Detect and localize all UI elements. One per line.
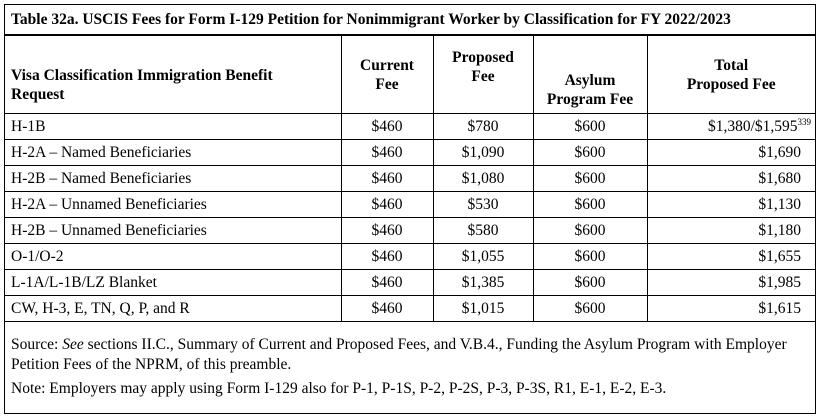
cell-current-fee: $460 <box>341 218 433 244</box>
cell-asylum-fee: $600 <box>533 270 647 296</box>
table-row <box>5 270 815 296</box>
cell-asylum-fee: $600 <box>533 166 647 192</box>
cell-current-fee: $460 <box>341 140 433 166</box>
cell-proposed-fee: $1,385 <box>433 270 533 296</box>
cell-proposed-fee: $1,015 <box>433 296 533 322</box>
cell-classification: H-2B – Unnamed Beneficiaries <box>5 218 341 244</box>
cell-asylum-fee: $600 <box>533 192 647 218</box>
cell-total-fee: $1,985 <box>647 270 815 296</box>
cell-total-fee: $1,690 <box>647 140 815 166</box>
cell-total-fee: $1,655 <box>647 244 815 270</box>
cell-asylum-fee: $600 <box>533 140 647 166</box>
header-proposed-fee: Proposed Fee <box>433 36 533 114</box>
cell-current-fee: $460 <box>341 166 433 192</box>
cell-proposed-fee: $1,055 <box>433 244 533 270</box>
cell-asylum-fee: $600 <box>533 296 647 322</box>
cell-classification: CW, H-3, E, TN, Q, P, and R <box>5 296 341 322</box>
cell-current-fee: $460 <box>341 192 433 218</box>
cell-total-fee: $1,615 <box>647 296 815 322</box>
fee-table-frame <box>4 4 816 414</box>
footnote-ref: 339 <box>797 116 811 127</box>
table-row <box>5 192 815 218</box>
cell-classification: H-2A – Unnamed Beneficiaries <box>5 192 341 218</box>
source-note: Source: See sections II.C., Summary of Current and Proposed Fees, and V.B.4., Funding the Asylum Program with Employer Petition Fees of the NPRM, of this preamble. <box>11 336 787 373</box>
header-row <box>5 36 815 114</box>
cell-current-fee: $460 <box>341 114 433 140</box>
see-reference: See <box>62 336 84 353</box>
cell-asylum-fee: $600 <box>533 114 647 140</box>
header-asylum-fee: Asylum Program Fee <box>533 36 647 114</box>
total-value: $1,380/$1,595 <box>707 117 798 135</box>
cell-proposed-fee: $780 <box>433 114 533 140</box>
cell-current-fee: $460 <box>341 296 433 322</box>
header-request: Visa Classification Immigration Benefit Request <box>5 36 341 114</box>
cell-classification: O-1/O-2 <box>5 244 341 270</box>
cell-total-fee: $1,180 <box>647 218 815 244</box>
table-row <box>5 218 815 244</box>
cell-current-fee: $460 <box>341 244 433 270</box>
cell-current-fee: $460 <box>341 270 433 296</box>
table-row <box>5 244 815 270</box>
cell-proposed-fee: $580 <box>433 218 533 244</box>
fee-table <box>5 35 815 322</box>
cell-total-fee <box>647 114 815 140</box>
table-notes <box>5 333 815 405</box>
table-row <box>5 140 815 166</box>
table-row <box>5 296 815 322</box>
table-row <box>5 114 815 140</box>
employer-note: Note: Employers may apply using Form I-129 also for P-1, P-1S, P-2, P-2S, P-3, P-3S, R1, E-1, E-2, E-3. <box>11 380 667 397</box>
cell-classification: L-1A/L-1B/LZ Blanket <box>5 270 341 296</box>
cell-proposed-fee: $530 <box>433 192 533 218</box>
table-title: Table 32a. USCIS Fees for Form I-129 Petition for Nonimmigrant Worker by Classification for FY 2022/2023 <box>5 5 815 35</box>
cell-proposed-fee: $1,080 <box>433 166 533 192</box>
table-row <box>5 166 815 192</box>
cell-total-fee: $1,130 <box>647 192 815 218</box>
cell-asylum-fee: $600 <box>533 218 647 244</box>
cell-asylum-fee: $600 <box>533 244 647 270</box>
cell-total-fee: $1,680 <box>647 166 815 192</box>
header-total-fee: Total Proposed Fee <box>647 36 815 114</box>
cell-classification: H-2A – Named Beneficiaries <box>5 140 341 166</box>
cell-classification: H-1B <box>5 114 341 140</box>
cell-proposed-fee: $1,090 <box>433 140 533 166</box>
header-current-fee: Current Fee <box>341 36 433 114</box>
cell-classification: H-2B – Named Beneficiaries <box>5 166 341 192</box>
